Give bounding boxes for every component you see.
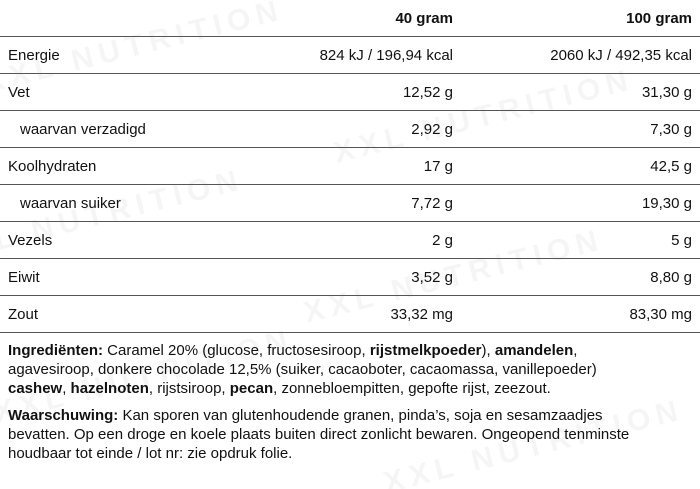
nutrient-label: Vet <box>0 74 240 111</box>
value-per-100g: 19,30 g <box>461 185 700 222</box>
value-per-100g: 8,80 g <box>461 259 700 296</box>
warning-line: bevatten. Op een droge en koele plaats buiten direct zonlicht bewaren. Ongeopend tenminste <box>8 426 630 443</box>
value-per-40g: 12,52 g <box>240 74 461 111</box>
value-per-40g: 2 g <box>240 222 461 259</box>
warning-heading: Waarschuwing: <box>8 407 119 424</box>
value-per-100g: 5 g <box>461 222 700 259</box>
table-row <box>0 148 700 185</box>
ingredients-heading: Ingrediënten: <box>8 342 104 359</box>
table-row <box>0 74 700 111</box>
warning-line: houdbaar tot einde / lot nr: zie opdruk folie. <box>8 445 293 462</box>
allergen-text: pecan <box>229 380 274 397</box>
value-per-40g: 33,32 mg <box>240 296 461 333</box>
value-per-40g: 3,52 g <box>240 259 461 296</box>
ingredient-text: , <box>573 342 578 359</box>
nutrient-label: Eiwit <box>0 259 240 296</box>
product-info <box>0 333 700 463</box>
table-header-row <box>0 0 700 37</box>
allergen-text: cashew <box>8 380 63 397</box>
nutrient-label: waarvan verzadigd <box>0 111 240 148</box>
allergen-text: rijstmelkpoeder <box>369 342 482 359</box>
nutrient-label: Vezels <box>0 222 240 259</box>
value-per-40g: 7,72 g <box>240 185 461 222</box>
ingredient-text: ), <box>481 342 495 359</box>
table-row <box>0 259 700 296</box>
column-header-100g: 100 gram <box>626 9 692 27</box>
ingredient-text: , zonnebloempitten, gepofte rijst, zeezout. <box>273 380 551 397</box>
nutrient-label: waarvan suiker <box>0 185 240 222</box>
allergen-text: amandelen <box>494 342 574 359</box>
column-header-40g: 40 gram <box>395 9 453 27</box>
table-row <box>0 222 700 259</box>
nutrient-label: Energie <box>0 37 240 74</box>
column-header-label <box>0 0 240 37</box>
nutrient-label: Zout <box>0 296 240 333</box>
table-row <box>0 185 700 222</box>
ingredient-text: , rijstsiroop, <box>148 380 230 397</box>
ingredients-text <box>8 333 692 398</box>
table-row <box>0 111 700 148</box>
value-per-100g: 42,5 g <box>461 148 700 185</box>
warning-line: Kan sporen van glutenhoudende granen, pinda’s, soja en sesamzaadjes <box>118 407 603 424</box>
value-per-40g: 17 g <box>240 148 461 185</box>
warning-text <box>8 398 692 463</box>
ingredient-text: , <box>62 380 71 397</box>
value-per-40g: 2,92 g <box>240 111 461 148</box>
value-per-100g: 83,30 mg <box>461 296 700 333</box>
ingredient-text: Caramel 20% (glucose, fructosesiroop, <box>103 342 370 359</box>
value-per-40g: 824 kJ / 196,94 kcal <box>240 37 461 74</box>
allergen-text: hazelnoten <box>70 380 149 397</box>
ingredient-text: agavesiroop, donkere chocolade 12,5% (suiker, cacaoboter, cacaomassa, vanillepoeder) <box>8 361 597 378</box>
table-row <box>0 37 700 74</box>
value-per-100g: 31,30 g <box>461 74 700 111</box>
nutrient-label: Koolhydraten <box>0 148 240 185</box>
value-per-100g: 2060 kJ / 492,35 kcal <box>461 37 700 74</box>
table-row <box>0 296 700 333</box>
value-per-100g: 7,30 g <box>461 111 700 148</box>
